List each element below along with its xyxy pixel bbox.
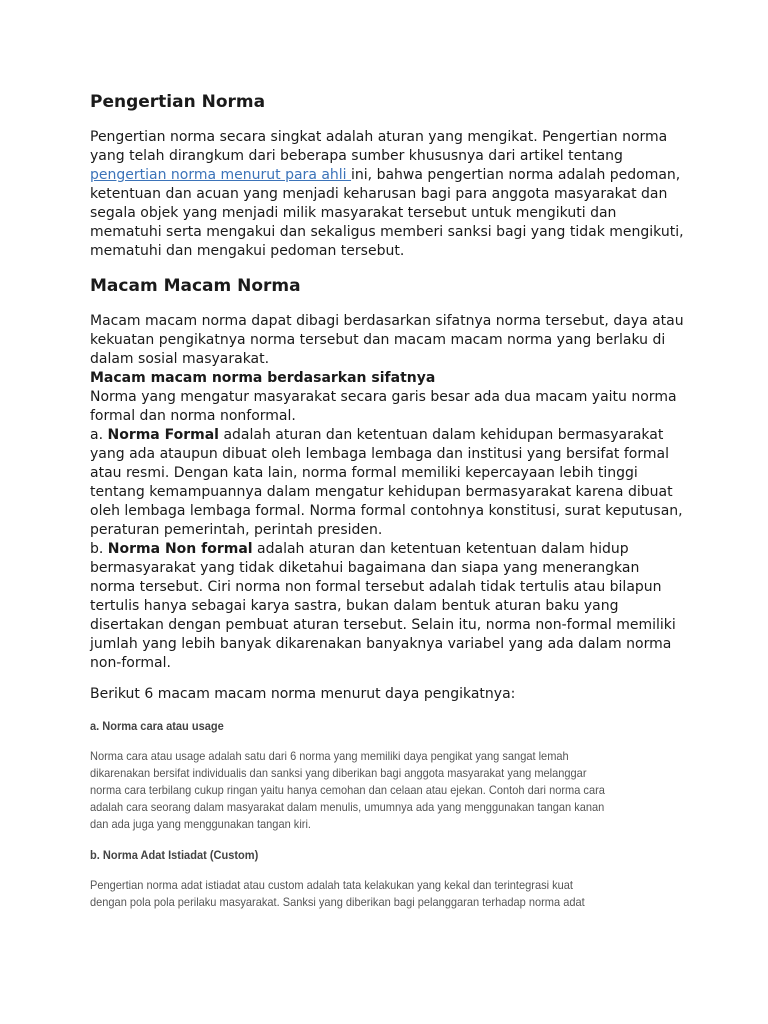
paragraph-macam-norma: Macam macam norma dapat dibagi berdasarkan sifatnya norma tersebut, daya atau kekuatan pengikatnya norma tersebut dan macam macam norma yang berlaku di dalam sosial masyarakat. Macam macam norma berdasarkan sifatnya Norma yang mengatur masyarakat secara garis besar ada dua macam yaitu norma formal dan norma nonformal. a. Norma Formal adalah aturan dan ketentuan dalam kehidupan bermasyarakat yang ada ataupun dibuat oleh lembaga lembaga dan institusi yang bersifat formal atau resmi. Dengan kata lain, norma formal memiliki kepercayaan lebih tinggi tentang kemampuannya dalam mengatur kehidupan bermasyarakat karena dibuat oleh lembaga lembaga formal. Norma formal contohnya konstitusi, surat keputusan, peraturan pemerintah, perintah presiden. b. Norma Non formal adalah aturan dan ketentuan ketentuan dalam hidup bermasyarakat yang tidak diketahui bagaimana dan siapa yang menerangkan norma tersebut. Ciri norma non formal tersebut adalah tidak tertulis atau bilapun tertulis hanya sebagai karya sastra, bukan dalam bentuk aturan baku yang disertakan dengan pembuat aturan tersebut. Selain itu, norma non-formal memiliki jumlah yang lebih banyak dikarenakan banyaknya variabel yang ada dalam norma non-formal. xyxy=(90,312,690,673)
term-norma-formal: Norma Formal xyxy=(107,427,219,443)
paragraph-norma-cara: Norma cara atau usage adalah satu dari 6 norma yang memiliki daya pengikat yang sangat lemah dikarenakan bersifat individualis dan sanksi yang diberikan bagi anggota masyarakat yang melanggar norma cara terbilang cukup ringan yaitu hanya cemohan dan celaan atau ejekan. Contoh dari norma cara adalah cara seorang dalam masyarakat dalam menulis, umumnya ada yang menggunakan tangan kanan dan ada juga yang menggunakan tangan kiri. xyxy=(90,749,605,831)
subheading-norma-cara: a. Norma cara atau usage xyxy=(90,719,224,733)
subheading-norma-adat: b. Norma Adat Istiadat (Custom) xyxy=(90,848,259,862)
paragraph-berikut: Berikut 6 macam macam norma menurut daya pengikatnya: xyxy=(90,686,516,702)
heading-pengertian-norma: Pengertian Norma xyxy=(90,92,266,112)
heading-macam-macam-norma: Macam Macam Norma xyxy=(90,276,301,296)
subheading-berdasarkan-sifat: Macam macam norma berdasarkan sifatnya xyxy=(90,370,436,386)
link-pengertian-norma-ahli[interactable]: pengertian norma menurut para ahli xyxy=(90,167,352,183)
paragraph-norma-adat: Pengertian norma adat istiadat atau custom adalah tata kelakukan yang kekal dan terintegrasi kuat dengan pola pola perilaku masyarakat. Sanksi yang diberikan bagi pelanggaran terhadap norma adat xyxy=(90,878,585,909)
term-norma-non-formal: Norma Non formal xyxy=(107,541,253,557)
paragraph-pengertian: Pengertian norma secara singkat adalah aturan yang mengikat. Pengertian norma yang telah dirangkum dari beberapa sumber khususnya dari artikel tentang pengertian norma menurut para ahli ini, bahwa pengertian norma adalah pedoman, ketentuan dan acuan yang menjadi keharusan bagi para anggota masyarakat dan segala objek yang menjadi milik masyarakat tersebut untuk mengikuti dan mematuhi serta mengakui dan sekaligus memberi sanksi bagi yang tidak mengikuti, mematuhi dan mengakui pedoman tersebut. xyxy=(90,129,684,259)
